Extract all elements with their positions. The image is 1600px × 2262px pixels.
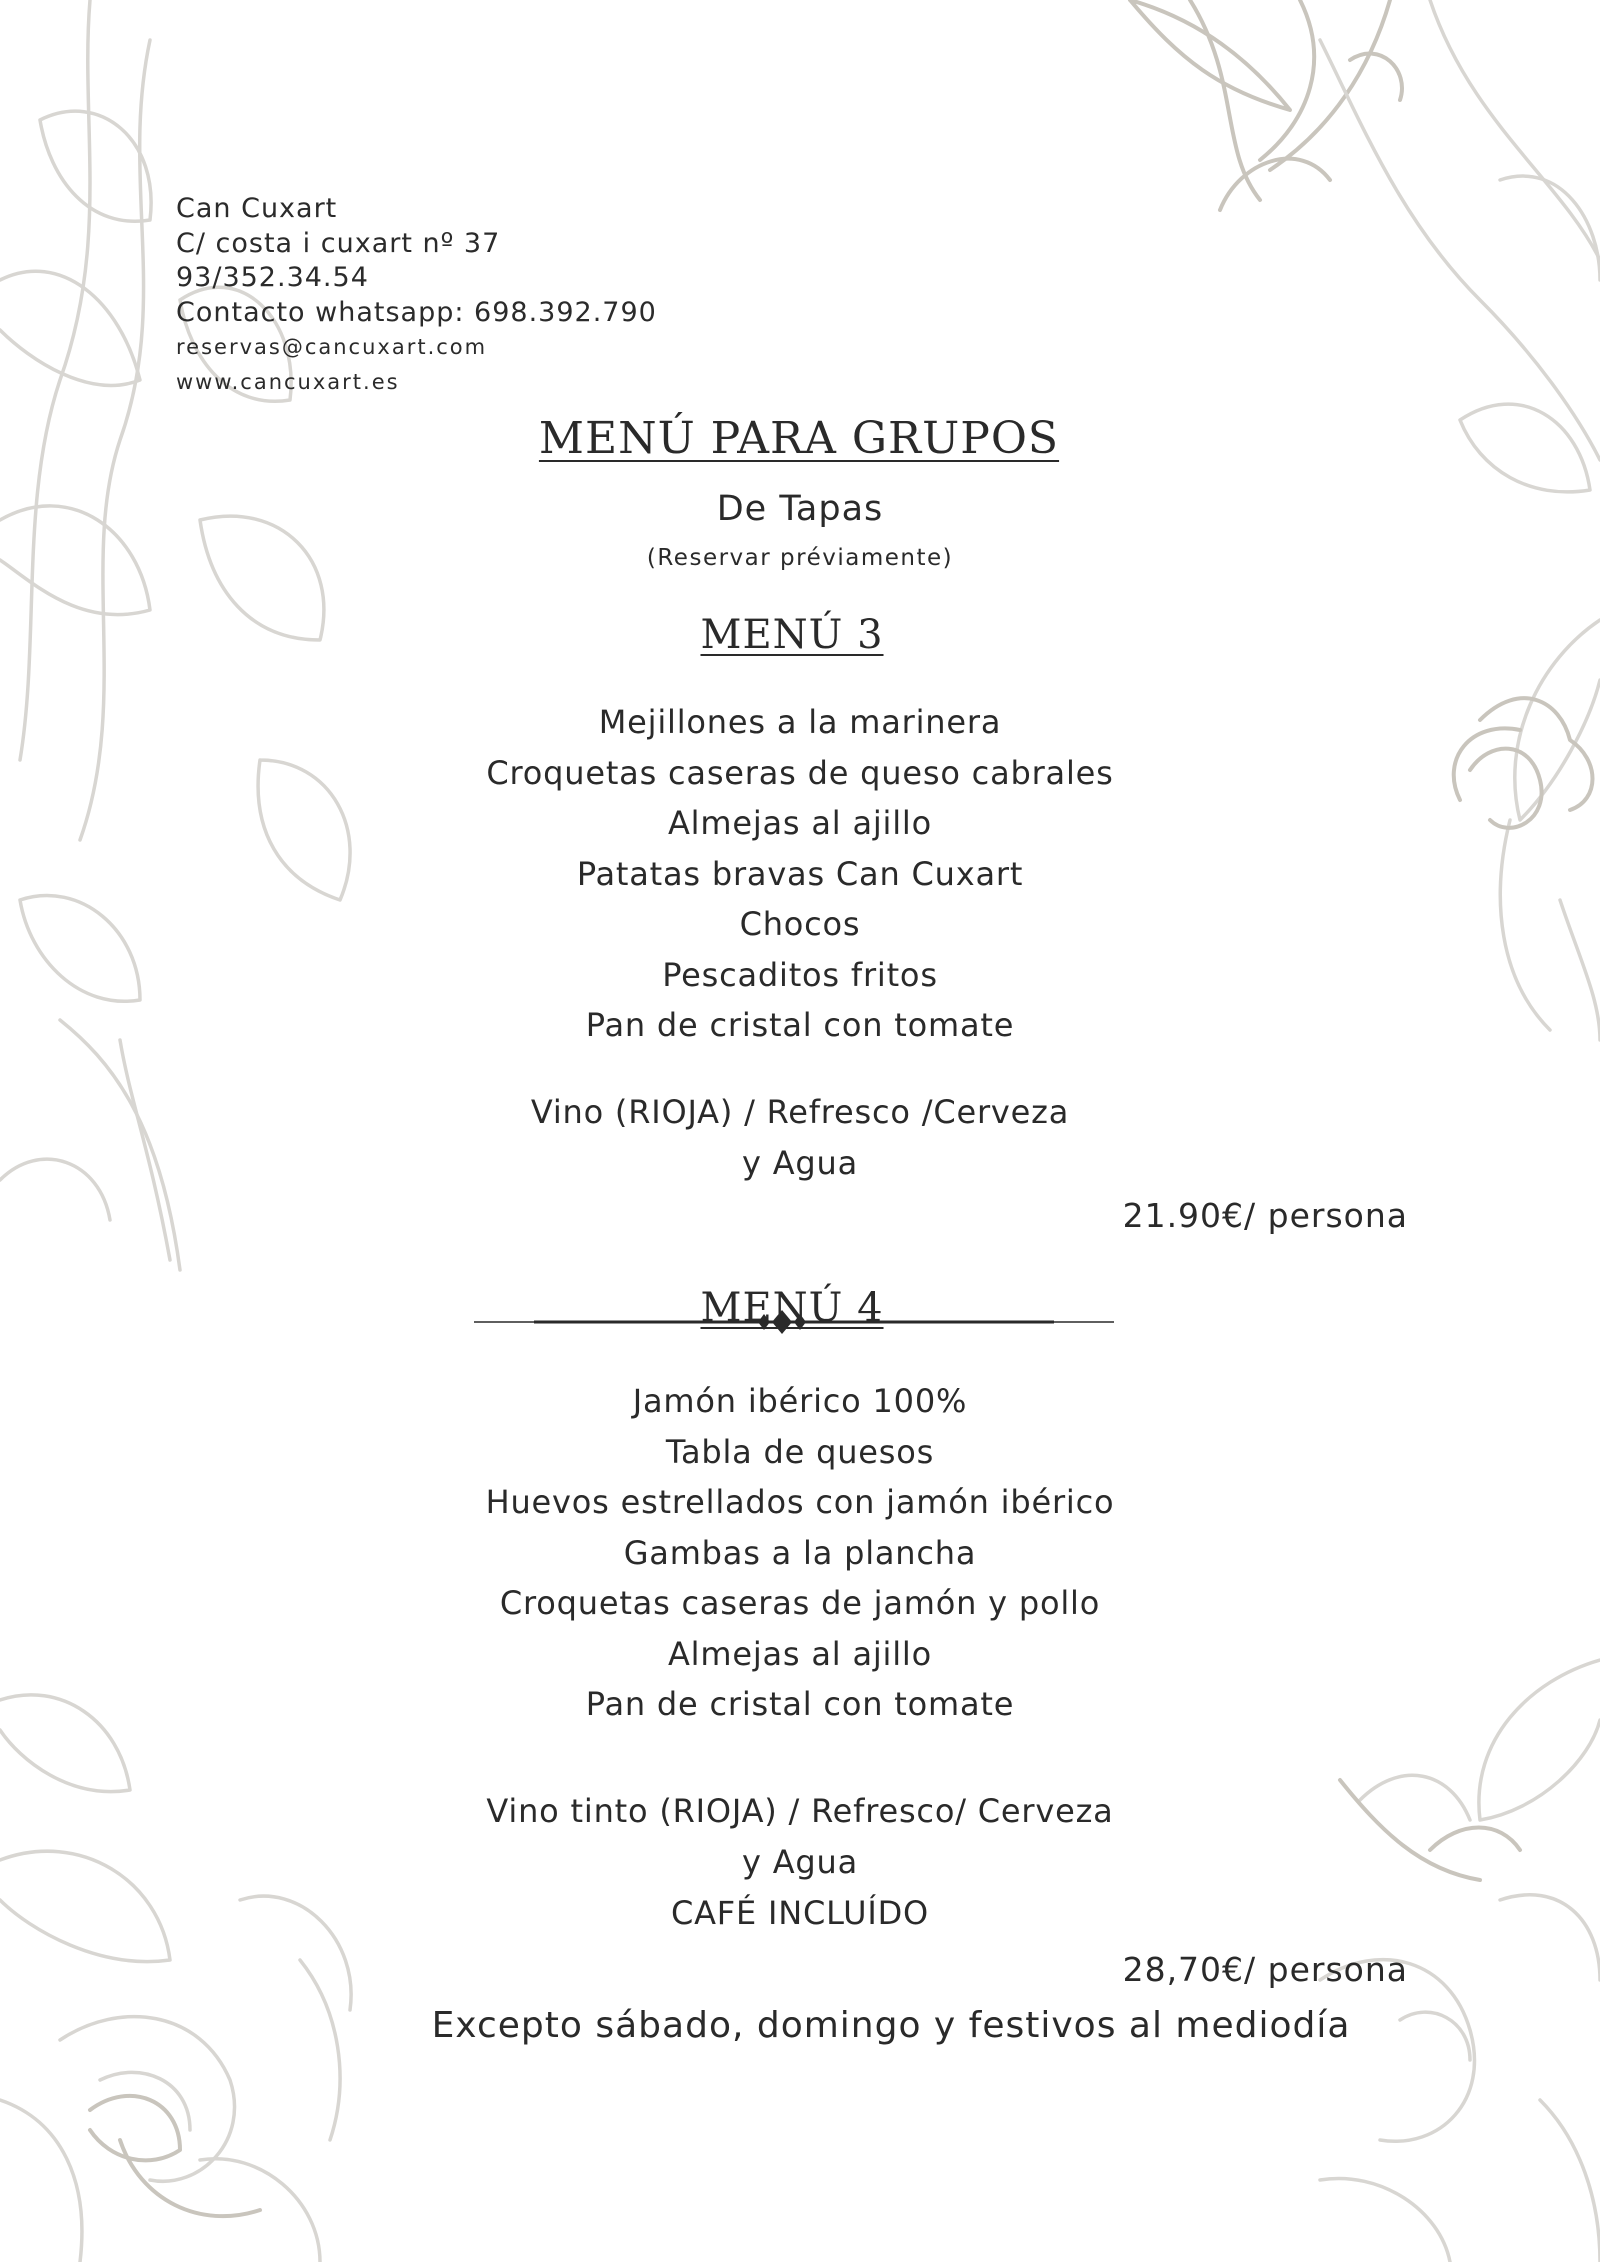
menu-4-drink-line: y Agua [741,1843,858,1881]
botanical-flower-bottom-left-accent [90,2096,260,2216]
menu-3-item: Croquetas caseras de queso cabrales [486,753,1114,792]
restaurant-whatsapp: Contacto whatsapp: 698.392.790 [176,296,657,328]
menu-4-heading: MENÚ 4 [700,1285,884,1331]
restaurant-website: www.cancuxart.es [176,369,400,394]
page-subtitle: De Tapas [716,489,884,529]
botanical-flowers-bottom-left [0,1695,351,2262]
menu-3-drinks [0,1087,1600,1189]
menu-4-item: Almejas al ajillo [667,1634,932,1673]
reservation-note: (Reservar préviamente) [646,545,954,571]
menu-3-drink-line: y Agua [741,1144,858,1182]
menu-4-items [0,1376,1600,1730]
page-title: MENÚ PARA GRUPOS [538,413,1060,464]
menu-4-drink-line: CAFÉ INCLUÍDO [670,1894,930,1932]
menu-4-item: Huevos estrellados con jamón ibérico [485,1483,1115,1521]
restaurant-phone: 93/352.34.54 [176,262,369,293]
footer-note: Excepto sábado, domingo y festivos al mediodía [431,2005,1351,2046]
menu-3-heading: MENÚ 3 [700,612,884,658]
menu-4-item: Jamón ibérico 100% [632,1382,968,1420]
restaurant-email: reservas@cancuxart.com [176,335,488,359]
menu-3-price: 21.90€/ persona [1122,1196,1408,1235]
menu-3-item: Pan de cristal con tomate [585,1006,1015,1044]
menu-4-item: Gambas a la plancha [623,1533,977,1572]
menu-4-item: Tabla de quesos [665,1432,935,1471]
contact-block [176,192,657,399]
menu-4-drinks [0,1786,1600,1939]
menu-3-drink-line: Vino (RIOJA) / Refresco /Cerveza [530,1093,1070,1131]
menu-3-item: Patatas bravas Can Cuxart [576,854,1024,893]
restaurant-name: Can Cuxart [176,193,338,224]
menu-3-item: Pescaditos fritos [662,955,938,994]
menu-4-price: 28,70€/ persona [1122,1950,1408,1989]
menu-4-drink-line: Vino tinto (RIOJA) / Refresco/ Cerveza [486,1792,1114,1830]
menu-3-item: Mejillones a la marinera [598,703,1002,741]
menu-4-item: Croquetas caseras de jamón y pollo [499,1584,1101,1622]
menu-3-item: Almejas al ajillo [667,804,932,842]
restaurant-address: C/ costa i cuxart nº 37 [176,227,501,259]
menu-3-item: Chocos [739,905,861,943]
menu-4-item: Pan de cristal con tomate [585,1685,1015,1723]
botanical-leaves-top-right [1130,0,1402,210]
menu-3-items [0,697,1600,1051]
